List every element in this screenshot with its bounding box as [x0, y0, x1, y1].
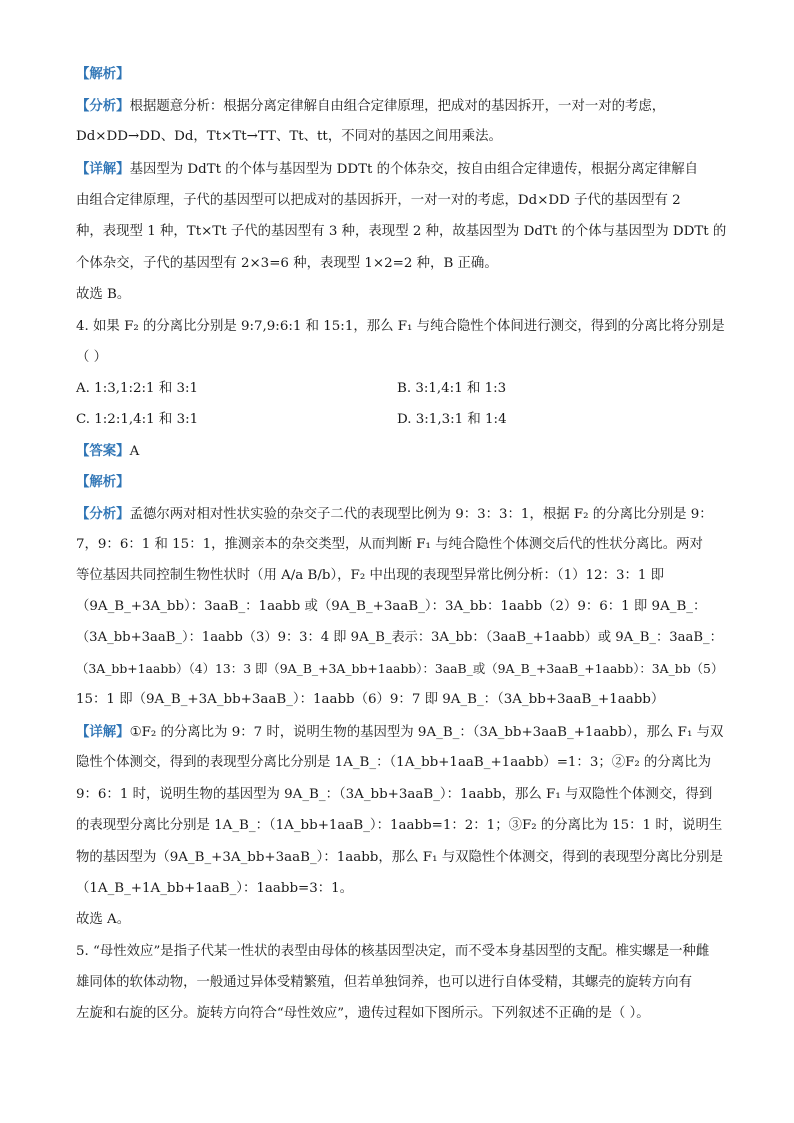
- analysis-tag: 【解析】: [76, 66, 130, 82]
- xiangjie2-tag: 【详解】: [76, 724, 130, 740]
- question-4-options-row-2: [76, 410, 726, 430]
- xiangjie2-line-2: 隐性个体测交，得到的表现型分离比分别是 1A_B_：（1A_bb+1aaB_+1aabb）=1：3；②F₂ 的分离比为: [76, 755, 711, 770]
- fenxi2-line-3: 等位基因共同控制生物性状时（用 A/a B/b），F₂ 中出现的表现型异常比例分析：（1）12：3：1 即: [76, 568, 665, 583]
- fenxi2-line-2: 7，9：6：1 和 15：1，推测亲本的杂交类型，从而判断 F₁ 与纯合隐性个体测交后代的性状分离比。两对: [76, 537, 703, 552]
- answer-line: [76, 441, 726, 462]
- xiangjie-line-4: 个体杂交，子代的基因型有 2×3=6 种，表现型 1×2=2 种，B 正确。: [76, 256, 498, 271]
- xiangjie2-line-1: [76, 722, 726, 743]
- question-4-options-row-1: [76, 379, 726, 399]
- fenxi2-text: 孟德尔两对相对性状实验的杂交子二代的表现型比例为 9：3：3：1，根据 F₂ 的分离比分别是 9：: [129, 507, 713, 522]
- fenxi2-line-4: （9A_B_+3A_bb）：3aaB_：1aabb 或（9A_B_+3aaB_）：3A_bb：1aabb（2）9：6：1 即 9A_B_：: [76, 599, 707, 614]
- option-a: A. 1:3,1:2:1 和 3:1: [76, 381, 199, 396]
- fenxi2-tag: 【分析】: [76, 506, 130, 522]
- fenxi-text: 根据题意分析：根据分离定律解自由组合定律原理，把成对的基因拆开，一对一对的考虑，: [129, 99, 666, 114]
- fenxi2-line-6: （3A_bb+1aabb）（4）13：3 即（9A_B_+3A_bb+1aabb）：3aaB_或（9A_B_+3aaB_+1aabb）：3A_bb（5）: [76, 661, 724, 676]
- answer-tag: 【答案】: [76, 443, 130, 459]
- analysis-heading: [76, 64, 726, 85]
- xiangjie2-line-4: 的表现型分离比分别是 1A_B_：（1A_bb+1aaB_）：1aabb=1：2：1；③F₂ 的分离比为 15：1 时，说明生: [76, 818, 723, 833]
- option-c: C. 1:2:1,4:1 和 3:1: [76, 412, 199, 427]
- answer-value: A: [129, 444, 140, 459]
- question-5-line-1: 5. “母性效应”是指子代某一性状的表型由母体的核基因型决定，而不受本身基因型的支配。椎实螺是一种雌: [76, 944, 710, 959]
- analysis-tag-2: 【解析】: [76, 474, 130, 490]
- fenxi2-line-1: [76, 504, 726, 525]
- analysis-heading-2: [76, 472, 726, 493]
- option-d: D. 3:1,3:1 和 1:4: [397, 412, 507, 427]
- xiangjie2-line-3: 9：6：1 时，说明生物的基因型为 9A_B_：（3A_bb+3aaB_）：1aabb，那么 F₁ 与双隐性个体测交，得到: [76, 787, 713, 802]
- question-5-line-2: 雄同体的软体动物，一般通过异体受精繁殖，但若单独饲养，也可以进行自体受精，其螺壳的旋转方向有: [76, 975, 692, 990]
- fenxi-tag: 【分析】: [76, 98, 130, 114]
- option-b: B. 3:1,4:1 和 1:3: [397, 381, 507, 396]
- answer-choice-1: 故选 B。: [76, 287, 131, 302]
- xiangjie2-line-6: （1A_B_+1A_bb+1aaB_）：1aabb=3：1。: [76, 881, 354, 896]
- answer-choice-2: 故选 A。: [76, 912, 131, 927]
- xiangjie-text: 基因型为 DdTt 的个体与基因型为 DDTt 的个体杂交，按自由组合定律遗传，根据分离定律解自: [129, 162, 699, 177]
- question-4-blank: （ ）: [76, 350, 108, 365]
- xiangjie-line-1: [76, 159, 726, 180]
- fenxi-line-1: [76, 96, 726, 117]
- xiangjie2-text: ①F₂ 的分离比为 9：7 时，说明生物的基因型为 9A_B_：（3A_bb+3aaB_+1aabb），那么 F₁ 与双: [129, 725, 724, 740]
- fenxi2-line-7: 15：1 即（9A_B_+3A_bb+3aaB_）：1aabb（6）9：7 即 9A_B_：（3A_bb+3aaB_+1aabb）: [76, 692, 665, 707]
- xiangjie-line-3: 种，表现型 1 种，Tt×Tt 子代的基因型有 3 种，表现型 2 种，故基因型为 DdTt 的个体与基因型为 DDTt 的: [76, 224, 727, 239]
- fenxi-line-2: Dd×DD→DD、Dd，Tt×Tt→TT、Tt、tt，不同对的基因之间用乘法。: [76, 129, 502, 144]
- fenxi2-line-5: （3A_bb+3aaB_）：1aabb（3）9：3：4 即 9A_B_表示：3A_bb：（3aaB_+1aabb）或 9A_B_：3aaB_：: [76, 630, 723, 645]
- xiangjie2-line-5: 物的基因型为（9A_B_+3A_bb+3aaB_）：1aabb，那么 F₁ 与双隐性个体测交，得到的表现型分离比分别是: [76, 850, 723, 865]
- xiangjie-tag: 【详解】: [76, 161, 130, 177]
- xiangjie-line-2: 由组合定律原理，子代的基因型可以把成对的基因拆开，一对一对的考虑，Dd×DD 子代的基因型有 2: [76, 193, 681, 208]
- question-4-stem: 4. 如果 F₂ 的分离比分别是 9:7,9:6:1 和 15:1，那么 F₁ 与纯合隐性个体间进行测交，得到的分离比将分别是: [76, 319, 725, 334]
- question-5-line-3: 左旋和右旋的区分。旋转方向符合“母性效应”，遗传过程如下图所示。下列叙述不正确的是（ ）。: [76, 1006, 650, 1021]
